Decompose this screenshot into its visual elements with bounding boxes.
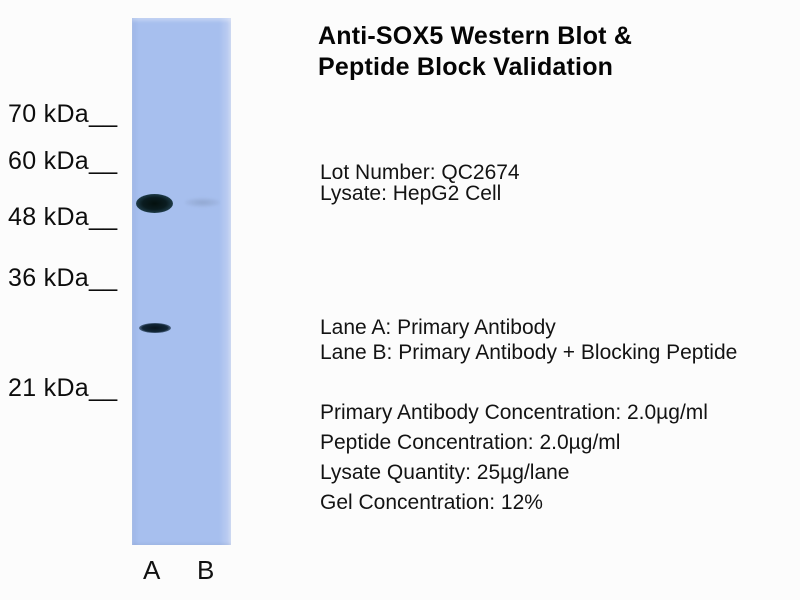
mw-marker-21kda: 21 kDa__: [8, 374, 118, 402]
lane-a-label: A: [143, 555, 161, 585]
band-lane-a-lower: [139, 323, 171, 333]
peptide-concentration-text: Peptide Concentration: 2.0µg/ml: [320, 431, 621, 454]
gel-concentration-text: Gel Concentration: 12%: [320, 491, 543, 514]
lysate-text: Lysate: HepG2 Cell: [320, 182, 502, 205]
band-lane-a-strong: [136, 194, 173, 213]
mw-marker-60kda: 60 kDa__: [8, 147, 118, 175]
band-lane-b-faint: [185, 198, 220, 207]
gel-strip: [132, 18, 231, 545]
lane-a-description: Lane A: Primary Antibody: [320, 316, 556, 339]
lysate-quantity-text: Lysate Quantity: 25µg/lane: [320, 461, 570, 484]
primary-antibody-concentration-text: Primary Antibody Concentration: 2.0µg/ml: [320, 401, 708, 424]
lane-b-label: B: [197, 555, 215, 585]
mw-marker-36kda: 36 kDa__: [8, 264, 118, 292]
figure-title-line2: Peptide Block Validation: [318, 53, 614, 81]
mw-marker-48kda: 48 kDa__: [8, 203, 118, 231]
lot-number-text: Lot Number: QC2674: [320, 161, 520, 184]
mw-marker-70kda: 70 kDa__: [8, 100, 118, 128]
lane-b-description: Lane B: Primary Antibody + Blocking Peptide: [320, 341, 738, 364]
figure-title-line1: Anti-SOX5 Western Blot &: [318, 22, 633, 50]
